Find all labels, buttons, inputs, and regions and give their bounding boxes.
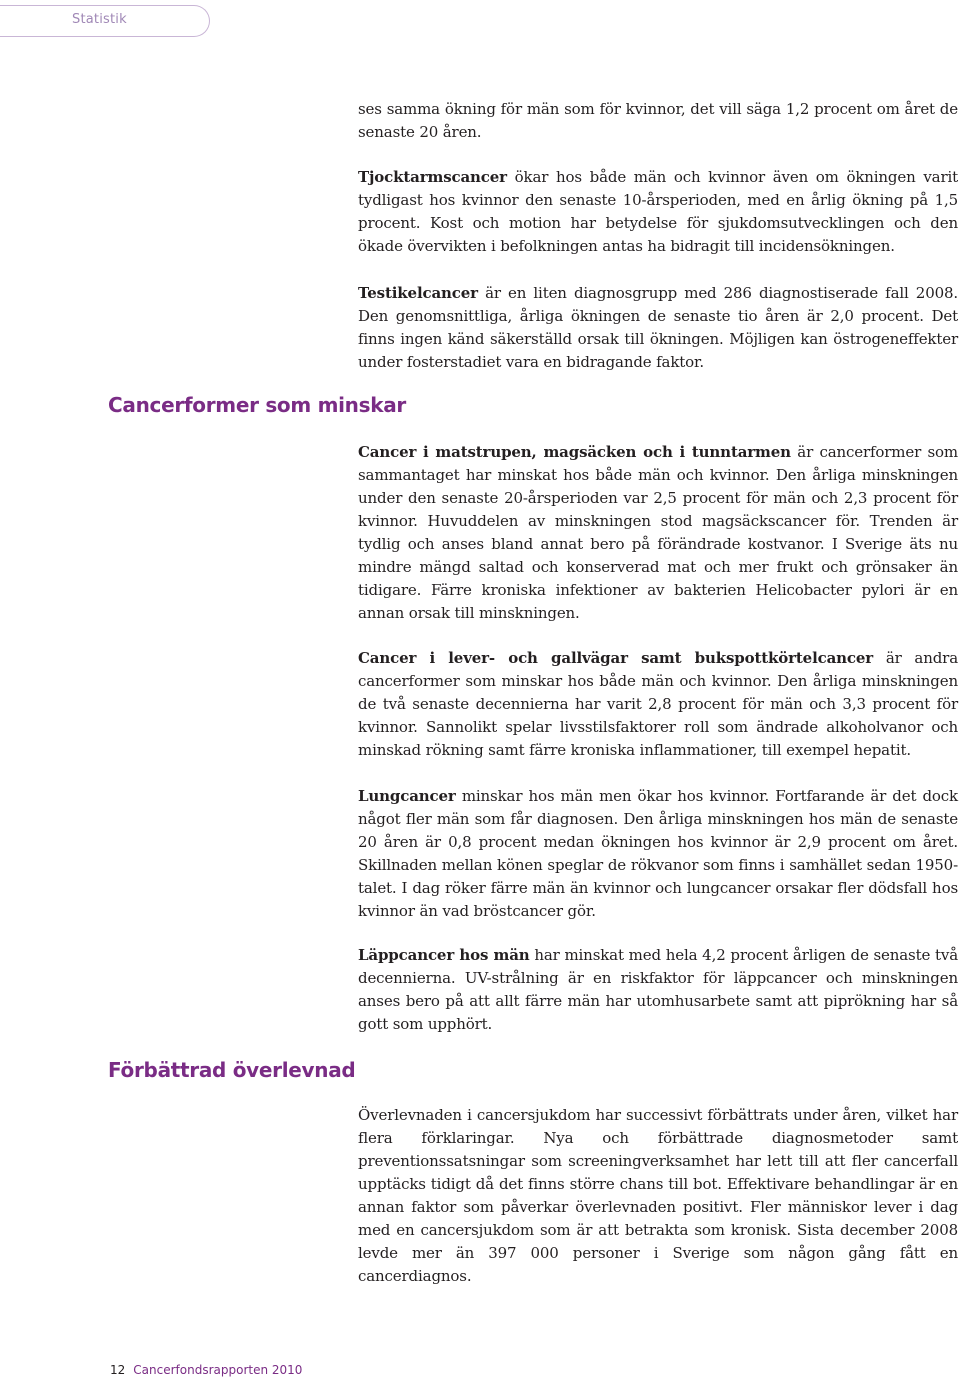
body-paragraph: [358, 98, 958, 144]
body-paragraph: [358, 282, 958, 374]
section-tab-label: Statistik: [72, 12, 127, 27]
paragraph-text: Överlevnaden i cancersjukdom har successivt förbättrats under åren, vilket har flera förklaringar. Nya och förbättrade diagnosmetoder samt preventionssatsningar som screeningverksamhet har lett till att fler cancerfall upptäcks tidigt då det finns större chans till bot. Effektivare behandlingar är en annan faktor som påverkar överlevnaden positivt. Fler människor lever i dag med en cancersjukdom som är att betrakta som kronisk. Sista december 2008 levde mer än 397 000 personer i Sverige som någon gång fått en cancerdiagnos.: [358, 1106, 958, 1285]
paragraph-text: är en liten diagnosgrupp med 286 diagnostiserade fall 2008. Den genomsnittliga, årliga ökningen de senaste tio åren är 2,0 procent. Det finns ingen känd säkerställd orsak till ökningen. Möjligen kan östrogeneffekter under fosterstadiet vara en bidragande faktor.: [358, 284, 958, 371]
paragraph-text: har minskat med hela 4,2 procent årligen de senaste två decennierna. UV-strålning är en riskfaktor för läppcancer och minskningen anses bero på att allt färre män har utomhusarbete samt att piprökning har så gott som upphört.: [358, 946, 958, 1033]
paragraph-lead: Lungcancer: [358, 787, 456, 805]
paragraph-text: ses samma ökning för män som för kvinnor, det vill säga 1,2 procent om året de senaste 20 åren.: [358, 100, 958, 141]
paragraph-text: är andra cancerformer som minskar hos både män och kvinnor. Den årliga minskningen de två senaste decennierna har varit 2,8 procent för män och 3,3 procent för kvinnor. Sannolikt spelar livsstilsfaktorer roll som ändrade alkoholvanor och minskad rökning samt färre kroniska inflammationer, till exempel hepatit.: [358, 649, 958, 759]
body-paragraph: [358, 785, 958, 923]
paragraph-lead: Cancer i lever- och gallvägar samt bukspottkörtelcancer: [358, 649, 874, 667]
paragraph-text: är cancerformer som sammantaget har minskat hos både män och kvinnor. Den årliga minskningen under den senaste 20-årsperioden var 2,5 procent för män och 2,3 procent för kvinnor. Huvuddelen av minskningen stod magsäckscancer för. Trenden är tydlig och anses bland annat bero på förändrade kostvanor. I Sverige äts nu mindre mängd saltad och konserverad mat och mer frukt och grönsaker än tidigare. Färre kroniska infektioner av bakterien Helicobacter pylori är en annan orsak till minskningen.: [358, 443, 958, 622]
body-paragraph: [358, 944, 958, 1036]
body-paragraph: [358, 166, 958, 258]
paragraph-lead: Testikelcancer: [358, 284, 478, 302]
body-paragraph: [358, 647, 958, 762]
paragraph-text: ökar hos både män och kvinnor även om ökningen varit tydligast hos kvinnor den senaste 10-årsperioden, med en årlig ökning på 1,5 procent. Kost och motion har betydelse för sjukdomsutvecklingen och den ökade övervikten i befolkningen antas ha bidragit till incidensökningen.: [358, 168, 958, 255]
paragraph-lead: Cancer i matstrupen, magsäcken och i tunntarmen: [358, 443, 791, 461]
section-heading-survival: Förbättrad överlevnad: [108, 1058, 356, 1082]
publication-title: Cancerfondsrapporten 2010: [133, 1363, 303, 1377]
page-number: 12: [110, 1363, 126, 1377]
page-footer: [110, 1363, 302, 1377]
section-heading-decreasing: Cancerformer som minskar: [108, 393, 406, 417]
body-paragraph: [358, 441, 958, 625]
paragraph-lead: Läppcancer hos män: [358, 946, 530, 964]
paragraph-lead: Tjocktarmscancer: [358, 168, 507, 186]
body-paragraph: [358, 1104, 958, 1288]
paragraph-text: minskar hos män men ökar hos kvinnor. Fortfarande är det dock något fler män som får diagnosen. Den årliga minskningen hos män de senaste 20 åren är 0,8 procent medan ökningen hos kvinnor är 2,9 procent om året. Skillnaden mellan könen speglar de rökvanor som finns i samhället sedan 1950-talet. I dag röker färre män än kvinnor och lungcancer orsakar fler dödsfall hos kvinnor än vad bröstcancer gör.: [358, 787, 958, 920]
